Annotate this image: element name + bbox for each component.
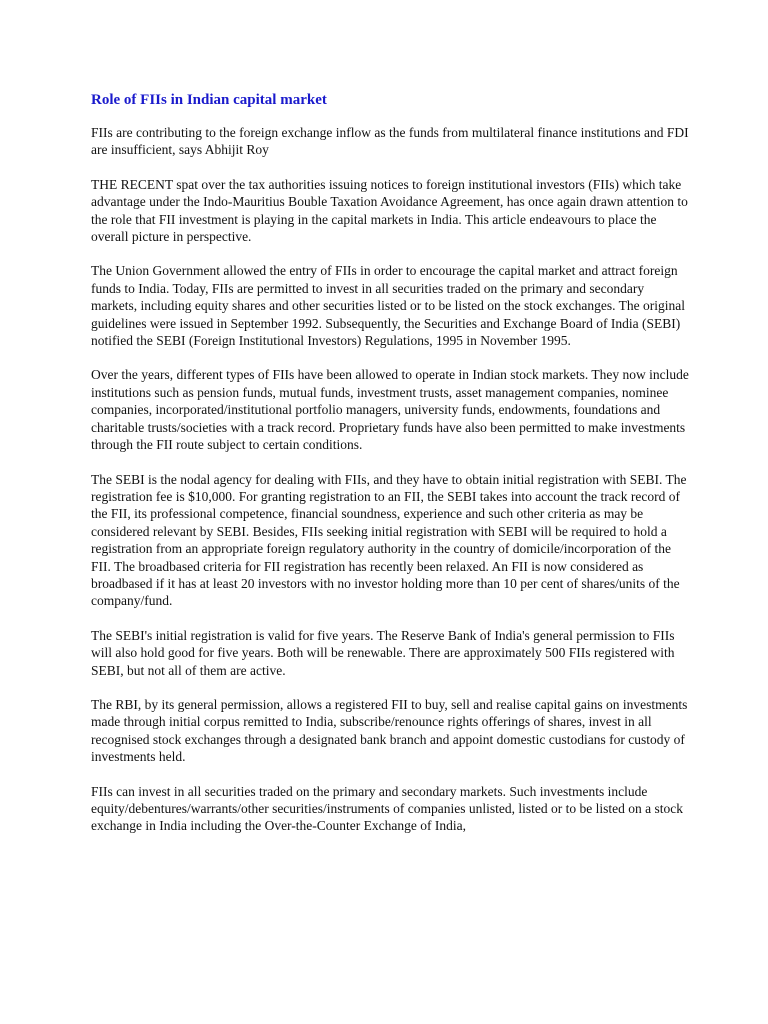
paragraph-government-entry: The Union Government allowed the entry of FIIs in order to encourage the capital market and attract foreign funds to India. Today, FIIs are permitted to invest in all securities traded on the primary and secondary markets, including equity shares and other securities listed or to be listed on the stock exchanges. The original guidelines were issued in September 1992. Subsequently, the Securities and Exchange Board of India (SEBI) notified the SEBI (Foreign Institutional Investors) Regulations, 1995 in November 1995. (91, 263, 685, 349)
paragraph-fii-types: Over the years, different types of FIIs have been allowed to operate in Indian stock markets. They now include institutions such as pension funds, mutual funds, investment trusts, asset management companies, nominee companies, incorporated/institutional portfolio managers, university funds, endowments, foundations and charitable trusts/societies with a track record. Proprietary funds have also been permitted to make investments through the FII route subject to certain conditions. (91, 367, 689, 453)
article-title: Role of FIIs in Indian capital market (91, 92, 327, 108)
paragraph-sebi-registration: The SEBI is the nodal agency for dealing with FIIs, and they have to obtain initial registration with SEBI. The registration fee is $10,000. For granting registration to an FII, the SEBI takes into account the track record of the FII, its professional competence, financial soundness, experience and such other criteria as may be considered relevant by SEBI. Besides, FIIs seeking initial registration with SEBI will be required to hold a registration from an appropriate foreign regulatory authority in the country of domicile/incorporation of the FII. The broadbased criteria for FII registration has recently been relaxed. An FII is now considered as broadbased if it has at least 20 investors with no investor holding more than 10 per cent of shares/units of the company/fund. (91, 471, 687, 609)
paragraph-summary: FIIs are contributing to the foreign exchange inflow as the funds from multilateral finance institutions and FDI are insufficient, says Abhijit Roy (91, 125, 689, 158)
paragraph-securities: FIIs can invest in all securities traded on the primary and secondary markets. Such investments include equity/debentures/warrants/other securities/instruments of companies unlisted, listed or to be listed on a stock exchange in India including the Over-the-Counter Exchange of India, (91, 783, 683, 834)
paragraph-validity: The SEBI's initial registration is valid for five years. The Reserve Bank of India's general permission to FIIs will also hold good for five years. Both will be renewable. There are approximately 500 FIIs registered with SEBI, but not all of them are active. (91, 627, 675, 678)
document-page (91, 90, 691, 852)
paragraph-intro: THE RECENT spat over the tax authorities issuing notices to foreign institutional investors (FIIs) which take advantage under the Indo-Mauritius Bouble Taxation Avoidance Agreement, has once again drawn attention to the role that FII investment is playing in the capital markets in India. This article endeavours to place the overall picture in perspective. (91, 176, 688, 245)
paragraph-rbi-permission: The RBI, by its general permission, allows a registered FII to buy, sell and realise capital gains on investments made through initial corpus remitted to India, subscribe/renounce rights offerings of shares, invest in all recognised stock exchanges through a designated bank branch and appoint domestic custodians for custody of investments held. (91, 696, 688, 765)
